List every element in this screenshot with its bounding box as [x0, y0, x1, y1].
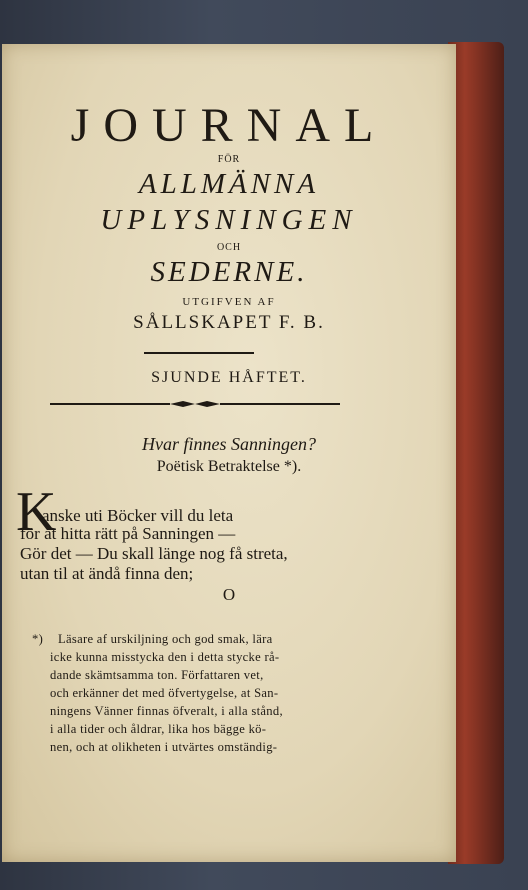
- ornamental-rule: [50, 400, 340, 408]
- footnote-line: Läsare af urskiljning och god smak, lära: [58, 632, 273, 646]
- publisher: SÅLLSKAPET F. B.: [133, 312, 325, 333]
- journal-title: JOURNAL: [70, 99, 388, 152]
- title-allmanna: ALLMÄNNA: [138, 168, 320, 200]
- drop-cap: K: [16, 481, 57, 543]
- poem-line: Gör det — Du skall länge nog få streta,: [20, 544, 288, 563]
- footnote-line: i alla tider och åldrar, lika hos bägge kö-: [50, 722, 267, 736]
- book-page: [2, 44, 456, 862]
- book-cover-edge: [448, 42, 504, 864]
- footnote-line: nen, och at olikheten i utvärtes omständig-: [50, 740, 278, 754]
- signature-mark: O: [222, 585, 236, 604]
- poem-line: anske uti Böcker vill du leta: [42, 506, 234, 525]
- divider-short: [144, 352, 254, 354]
- footnote-line: och erkänner det med öfvertygelse, at San-: [50, 686, 279, 700]
- footnote-line: ningens Vänner finnas öfveralt, i alla stånd,: [50, 704, 283, 718]
- poem-heading: Hvar finnes Sanningen?: [142, 434, 316, 454]
- poem-subheading: Poëtisk Betraktelse *).: [156, 458, 302, 475]
- poem-line: utan til at ändå finna den;: [20, 564, 194, 583]
- title-for: FÖR: [217, 154, 241, 165]
- published-by: UTGIFVEN AF: [182, 296, 276, 308]
- footnote-line: icke kunna misstycka den i detta stycke rå-: [50, 650, 280, 664]
- title-och: OCH: [216, 242, 242, 253]
- title-uplysningen: UPLYSNINGEN: [100, 204, 358, 236]
- footnote-line: dande skämtsamma ton. Författaren vet,: [50, 668, 264, 682]
- title-sederne: SEDERNE.: [150, 256, 308, 288]
- poem-line: för at hitta rätt på Sanningen —: [20, 524, 236, 543]
- issue-title: SJUNDE HÅFTET.: [151, 369, 307, 386]
- footnote-marker: *): [32, 632, 44, 646]
